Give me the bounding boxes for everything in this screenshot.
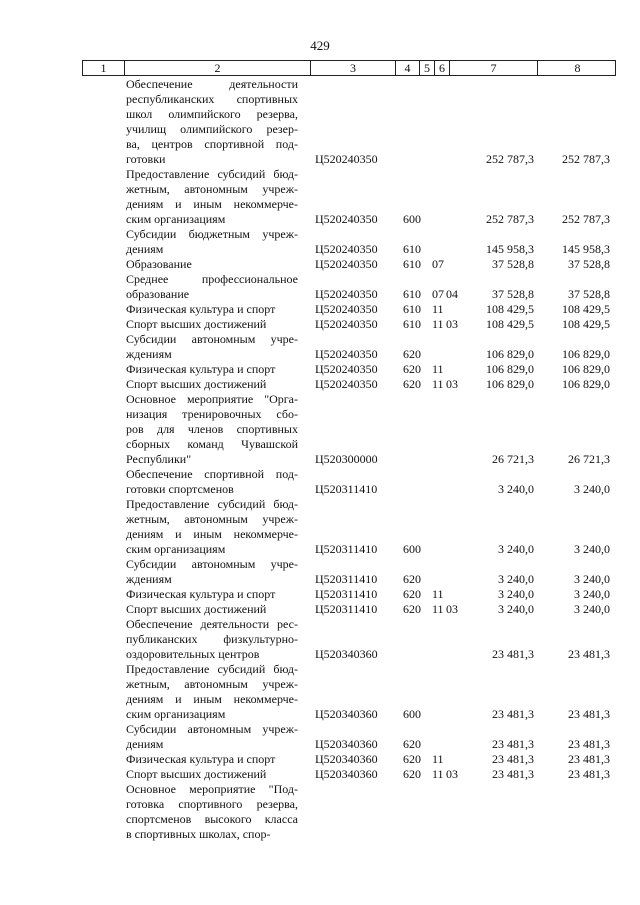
row-name-line: жетным, автономным учреж- bbox=[126, 512, 298, 526]
row-name-line: Физическая культура и спорт bbox=[126, 362, 276, 376]
row-name bbox=[126, 602, 298, 617]
target-code: Ц520311410 bbox=[315, 482, 378, 496]
section: 11 bbox=[432, 377, 444, 391]
section: 11 bbox=[432, 362, 444, 376]
amount-year-1: 108 429,5 bbox=[486, 302, 534, 316]
row-name bbox=[126, 362, 298, 377]
table-row bbox=[0, 722, 640, 752]
row-name bbox=[126, 767, 298, 782]
expense-type: 620 bbox=[403, 377, 421, 391]
table-row bbox=[0, 317, 640, 332]
table-row bbox=[0, 302, 640, 317]
row-name-line: Среднее профессиональное bbox=[126, 272, 298, 286]
row-name-line: готовки спортсменов bbox=[126, 482, 234, 496]
amount-year-1: 3 240,0 bbox=[498, 602, 534, 616]
amount-year-1: 37 528,8 bbox=[492, 257, 534, 271]
row-name bbox=[126, 77, 298, 167]
amount-year-1: 23 481,3 bbox=[492, 707, 534, 721]
row-name-line: училищ олимпийского резер- bbox=[126, 122, 298, 136]
amount-year-1: 3 240,0 bbox=[498, 482, 534, 496]
target-code: Ц520340360 bbox=[315, 647, 378, 661]
section: 11 bbox=[432, 752, 444, 766]
row-name bbox=[126, 662, 298, 722]
amount-year-2: 23 481,3 bbox=[568, 707, 610, 721]
target-code: Ц520240350 bbox=[315, 212, 378, 226]
amount-year-1: 3 240,0 bbox=[498, 572, 534, 586]
amount-year-1: 108 429,5 bbox=[486, 317, 534, 331]
row-name-line: дениям и иным некоммерче- bbox=[126, 527, 298, 541]
subsection: 04 bbox=[446, 287, 458, 301]
amount-year-2: 252 787,3 bbox=[562, 212, 610, 226]
subsection: 03 bbox=[446, 602, 458, 616]
target-code: Ц520311410 bbox=[315, 542, 378, 556]
row-name bbox=[126, 317, 298, 332]
table-row bbox=[0, 332, 640, 362]
row-name-line: ским организациям bbox=[126, 212, 226, 226]
table-row bbox=[0, 392, 640, 467]
target-code: Ц520340360 bbox=[315, 752, 378, 766]
expense-type: 620 bbox=[403, 767, 421, 781]
row-name-line: дениям bbox=[126, 242, 164, 256]
section: 11 bbox=[432, 302, 444, 316]
row-name-line: Обеспечение спортивной под- bbox=[126, 467, 298, 481]
row-name bbox=[126, 167, 298, 227]
row-name-line: ва, центров спортивной под- bbox=[126, 137, 298, 151]
row-name-line: Субсидии автономным учреж- bbox=[126, 722, 298, 736]
row-name-line: Спорт высших достижений bbox=[126, 377, 267, 391]
amount-year-2: 37 528,8 bbox=[568, 257, 610, 271]
amount-year-2: 3 240,0 bbox=[574, 482, 610, 496]
target-code: Ц520240350 bbox=[315, 287, 378, 301]
row-name bbox=[126, 587, 298, 602]
row-name-line: в спортивных школах, спор- bbox=[126, 827, 271, 841]
amount-year-2: 145 958,3 bbox=[562, 242, 610, 256]
table-row bbox=[0, 257, 640, 272]
table-row bbox=[0, 752, 640, 767]
expense-type: 600 bbox=[403, 707, 421, 721]
target-code: Ц520240350 bbox=[315, 347, 378, 361]
table-row bbox=[0, 167, 640, 227]
target-code: Ц520340360 bbox=[315, 707, 378, 721]
table-row bbox=[0, 497, 640, 557]
header-col-3: 3 bbox=[311, 61, 396, 75]
row-name-line: жетным, автономным учреж- bbox=[126, 182, 298, 196]
amount-year-2: 23 481,3 bbox=[568, 767, 610, 781]
target-code: Ц520240350 bbox=[315, 152, 378, 166]
target-code: Ц520240350 bbox=[315, 377, 378, 391]
row-name-line: Предоставление субсидий бюд- bbox=[126, 167, 298, 181]
row-name bbox=[126, 392, 298, 467]
row-name-line: республиканских спортивных bbox=[126, 92, 298, 106]
expense-type: 620 bbox=[403, 362, 421, 376]
table-row bbox=[0, 227, 640, 257]
row-name-line: Образование bbox=[126, 257, 192, 271]
table-row bbox=[0, 602, 640, 617]
row-name bbox=[126, 257, 298, 272]
amount-year-1: 23 481,3 bbox=[492, 647, 534, 661]
expense-type: 620 bbox=[403, 572, 421, 586]
row-name-line: сборных команд Чувашской bbox=[126, 437, 298, 451]
target-code: Ц520300000 bbox=[315, 452, 378, 466]
row-name-line: Физическая культура и спорт bbox=[126, 752, 276, 766]
expense-type: 610 bbox=[403, 242, 421, 256]
row-name bbox=[126, 497, 298, 557]
expense-type: 620 bbox=[403, 737, 421, 751]
header-col-2: 2 bbox=[125, 61, 311, 75]
header-col-8: 8 bbox=[574, 61, 581, 75]
row-name-line: дениям и иным некоммерче- bbox=[126, 692, 298, 706]
amount-year-2: 106 829,0 bbox=[562, 377, 610, 391]
target-code: Ц520240350 bbox=[315, 257, 378, 271]
row-name bbox=[126, 722, 298, 752]
row-name-line: спортсменов высокого класса bbox=[126, 812, 298, 826]
section: 11 bbox=[432, 602, 444, 616]
amount-year-1: 23 481,3 bbox=[492, 767, 534, 781]
expense-type: 620 bbox=[403, 602, 421, 616]
amount-year-1: 23 481,3 bbox=[492, 752, 534, 766]
section: 11 bbox=[432, 587, 444, 601]
row-name-line: образование bbox=[126, 287, 190, 301]
row-name-line: готовка спортивного резерва, bbox=[126, 797, 298, 811]
table-row bbox=[0, 467, 640, 497]
row-name-line: ским организациям bbox=[126, 542, 226, 556]
table-row bbox=[0, 272, 640, 302]
amount-year-2: 106 829,0 bbox=[562, 347, 610, 361]
amount-year-1: 3 240,0 bbox=[498, 587, 534, 601]
row-name-line: Основное мероприятие "Орга- bbox=[126, 392, 298, 406]
header-col-4: 4 bbox=[396, 61, 420, 75]
target-code: Ц520340360 bbox=[315, 737, 378, 751]
expense-type: 610 bbox=[403, 317, 421, 331]
row-name-line: Спорт высших достижений bbox=[126, 602, 267, 616]
expense-type: 620 bbox=[403, 347, 421, 361]
target-code: Ц520240350 bbox=[315, 362, 378, 376]
row-name bbox=[126, 227, 298, 257]
row-name-line: жетным, автономным учреж- bbox=[126, 677, 298, 691]
page-number: 429 bbox=[310, 38, 330, 53]
amount-year-2: 23 481,3 bbox=[568, 752, 610, 766]
row-name-line: Субсидии автономным учре- bbox=[126, 332, 298, 346]
row-name-line: публиканских физкультурно- bbox=[126, 632, 298, 646]
amount-year-2: 3 240,0 bbox=[574, 542, 610, 556]
row-name-line: ским организациям bbox=[126, 707, 226, 721]
table-row bbox=[0, 767, 640, 782]
row-name-line: Спорт высших достижений bbox=[126, 767, 267, 781]
amount-year-1: 106 829,0 bbox=[486, 362, 534, 376]
section: 11 bbox=[432, 317, 444, 331]
amount-year-2: 23 481,3 bbox=[568, 647, 610, 661]
amount-year-1: 26 721,3 bbox=[492, 452, 534, 466]
target-code: Ц520311410 bbox=[315, 587, 378, 601]
table-header bbox=[82, 60, 616, 76]
expense-type: 620 bbox=[403, 752, 421, 766]
row-name-line: Физическая культура и спорт bbox=[126, 587, 276, 601]
row-name-line: ждениям bbox=[126, 572, 172, 586]
row-name bbox=[126, 272, 298, 302]
table-row bbox=[0, 557, 640, 587]
expense-type: 610 bbox=[403, 287, 421, 301]
row-name-line: ров для членов спортивных bbox=[126, 422, 298, 436]
row-name-line: Республики" bbox=[126, 452, 192, 466]
amount-year-2: 108 429,5 bbox=[562, 317, 610, 331]
row-name-line: оздоровительных центров bbox=[126, 647, 260, 661]
table-row bbox=[0, 377, 640, 392]
amount-year-2: 106 829,0 bbox=[562, 362, 610, 376]
amount-year-1: 252 787,3 bbox=[486, 212, 534, 226]
row-name-line: готовки bbox=[126, 152, 166, 166]
row-name bbox=[126, 377, 298, 392]
section: 07 bbox=[432, 287, 444, 301]
row-name bbox=[126, 467, 298, 497]
expense-type: 610 bbox=[403, 257, 421, 271]
amount-year-2: 252 787,3 bbox=[562, 152, 610, 166]
amount-year-1: 37 528,8 bbox=[492, 287, 534, 301]
row-name bbox=[126, 752, 298, 767]
amount-year-1: 145 958,3 bbox=[486, 242, 534, 256]
row-name-line: ждениям bbox=[126, 347, 172, 361]
amount-year-2: 3 240,0 bbox=[574, 602, 610, 616]
target-code: Ц520240350 bbox=[315, 317, 378, 331]
target-code: Ц520240350 bbox=[315, 242, 378, 256]
table-body bbox=[0, 77, 640, 842]
section: 07 bbox=[432, 257, 444, 271]
expense-type: 600 bbox=[403, 212, 421, 226]
expense-type: 610 bbox=[403, 302, 421, 316]
row-name-line: Физическая культура и спорт bbox=[126, 302, 276, 316]
row-name-line: Субсидии автономным учре- bbox=[126, 557, 298, 571]
table-row bbox=[0, 77, 640, 167]
row-name bbox=[126, 302, 298, 317]
table-row bbox=[0, 362, 640, 377]
row-name-line: Обеспечение деятельности рес- bbox=[126, 617, 298, 631]
row-name bbox=[126, 617, 298, 662]
target-code: Ц520311410 bbox=[315, 602, 378, 616]
amount-year-1: 3 240,0 bbox=[498, 542, 534, 556]
amount-year-2: 3 240,0 bbox=[574, 572, 610, 586]
row-name-line: дениям bbox=[126, 737, 164, 751]
expense-type: 600 bbox=[403, 542, 421, 556]
subsection: 03 bbox=[446, 377, 458, 391]
amount-year-2: 23 481,3 bbox=[568, 737, 610, 751]
header-col-6: 6 bbox=[435, 61, 450, 75]
row-name bbox=[126, 332, 298, 362]
header-col-1: 1 bbox=[83, 61, 125, 75]
header-col-5: 5 bbox=[420, 61, 435, 75]
row-name bbox=[126, 557, 298, 587]
row-name-line: школ олимпийского резерва, bbox=[126, 107, 298, 121]
row-name bbox=[126, 782, 298, 842]
expense-type: 620 bbox=[403, 587, 421, 601]
row-name-line: Основное мероприятие "Под- bbox=[126, 782, 298, 796]
amount-year-2: 108 429,5 bbox=[562, 302, 610, 316]
table-row bbox=[0, 782, 640, 842]
amount-year-1: 23 481,3 bbox=[492, 737, 534, 751]
subsection: 03 bbox=[446, 317, 458, 331]
row-name-line: Предоставление субсидий бюд- bbox=[126, 662, 298, 676]
target-code: Ц520240350 bbox=[315, 302, 378, 316]
subsection: 03 bbox=[446, 767, 458, 781]
row-name-line: Спорт высших достижений bbox=[126, 317, 267, 331]
table-row bbox=[0, 662, 640, 722]
table-row bbox=[0, 617, 640, 662]
section: 11 bbox=[432, 767, 444, 781]
row-name-line: Обеспечение деятельности bbox=[126, 77, 298, 91]
amount-year-2: 3 240,0 bbox=[574, 587, 610, 601]
target-code: Ц520340360 bbox=[315, 767, 378, 781]
row-name-line: Предоставление субсидий бюд- bbox=[126, 497, 298, 511]
table-row bbox=[0, 587, 640, 602]
header-col-7: 7 bbox=[450, 61, 538, 75]
amount-year-1: 106 829,0 bbox=[486, 377, 534, 391]
amount-year-2: 37 528,8 bbox=[568, 287, 610, 301]
amount-year-1: 106 829,0 bbox=[486, 347, 534, 361]
amount-year-1: 252 787,3 bbox=[486, 152, 534, 166]
row-name-line: Субсидии бюджетным учреж- bbox=[126, 227, 298, 241]
target-code: Ц520311410 bbox=[315, 572, 378, 586]
row-name-line: низация тренировочных сбо- bbox=[126, 407, 298, 421]
amount-year-2: 26 721,3 bbox=[568, 452, 610, 466]
row-name-line: дениям и иным некоммерче- bbox=[126, 197, 298, 211]
